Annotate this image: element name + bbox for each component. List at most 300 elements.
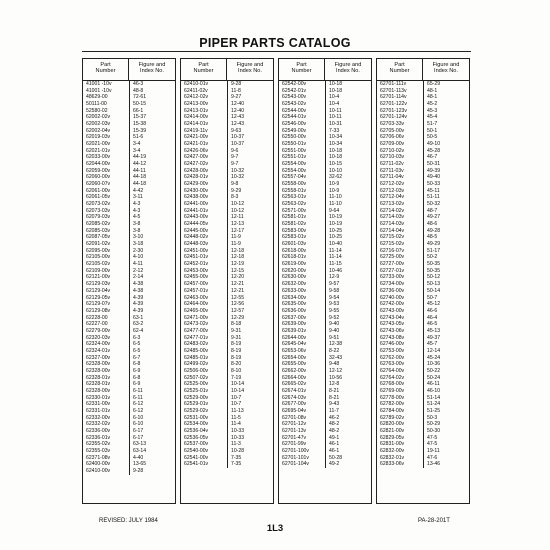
table-row <box>377 401 469 408</box>
table-row <box>83 221 175 228</box>
part-number: 62336-00v <box>86 427 111 434</box>
part-number: 62743-04v <box>380 314 405 321</box>
part-number: 62695-04v <box>282 407 307 414</box>
part-number: 62427-00v <box>184 154 209 161</box>
table-row <box>83 201 175 208</box>
part-number: 62410-01v <box>184 81 209 87</box>
figure-index: 45-12 <box>423 301 469 308</box>
part-number: 62743-05v <box>380 321 405 328</box>
figure-index: 44-11 <box>129 168 175 175</box>
table-row <box>83 435 175 442</box>
part-number: 62701-111v <box>380 81 407 87</box>
figure-index: 44-18 <box>129 181 175 188</box>
part-number: 62413-01v <box>184 107 209 114</box>
figure-index: 8-10 <box>227 368 273 375</box>
table-row <box>279 108 371 115</box>
table-row <box>181 435 273 442</box>
table-row <box>377 348 469 355</box>
table-row <box>279 101 371 108</box>
table-row <box>181 221 273 228</box>
part-number: 62710-02v <box>380 147 405 154</box>
figure-index-header: Figure and Index No. <box>138 62 166 75</box>
part-number: 62506-00v <box>184 367 209 374</box>
figure-index: 12-20 <box>227 274 273 281</box>
figure-index: 8-19 <box>227 355 273 362</box>
part-number: 62632-00v <box>282 281 307 288</box>
figure-index: 48-1 <box>423 88 469 95</box>
figure-index: 9-28 <box>227 81 273 88</box>
figure-index: 13-65 <box>129 461 175 468</box>
table-row <box>181 401 273 408</box>
figure-index: 8-19 <box>227 341 273 348</box>
figure-index: 51-24 <box>423 401 469 408</box>
parts-list <box>377 81 469 504</box>
table-row <box>377 308 469 315</box>
figure-index: 8-21 <box>325 388 371 395</box>
figure-index: 10-11 <box>325 114 371 121</box>
table-row <box>83 248 175 255</box>
part-number: 62536-05v <box>184 434 209 441</box>
part-number: 62485-00v <box>184 347 209 354</box>
figure-index: 10-19 <box>325 214 371 221</box>
figure-index: 10-34 <box>325 141 371 148</box>
part-number: 62619-00v <box>282 261 307 268</box>
part-number: 62129-05v <box>86 294 111 301</box>
figure-index: 46-6 <box>423 308 469 315</box>
table-row <box>83 361 175 368</box>
part-number: 62711-02v <box>380 161 404 168</box>
table-row <box>279 368 371 375</box>
table-row <box>181 248 273 255</box>
part-number: 62563-01v <box>282 194 307 201</box>
figure-index: 72-61 <box>129 94 175 101</box>
table-row <box>181 381 273 388</box>
figure-index: 49-29 <box>423 241 469 248</box>
figure-index: 6-7 <box>129 355 175 362</box>
table-row <box>83 128 175 135</box>
parts-column-1 <box>82 58 176 504</box>
table-row <box>279 121 371 128</box>
part-number: 62753-00v <box>380 347 405 354</box>
figure-index: 50-24 <box>423 375 469 382</box>
table-row <box>181 388 273 395</box>
part-number: 62554-00v <box>282 167 307 174</box>
part-number: 62471-00v <box>184 314 209 321</box>
table-row <box>181 114 273 121</box>
table-row <box>83 168 175 175</box>
part-number: 62711-04v <box>380 174 404 181</box>
figure-index: 9-58 <box>325 288 371 295</box>
figure-index: 62-4 <box>129 328 175 335</box>
table-row <box>181 335 273 342</box>
figure-index: 10-18 <box>325 154 371 161</box>
table-row <box>377 395 469 402</box>
part-number: 62109-00v <box>86 267 111 274</box>
figure-index: 2-14 <box>129 274 175 281</box>
table-row <box>83 108 175 115</box>
figure-index: 10-25 <box>325 228 371 235</box>
figure-index: 49-37 <box>423 335 469 342</box>
table-row <box>83 415 175 422</box>
figure-index: 10-9 <box>325 188 371 195</box>
part-number: 62782-00v <box>380 401 405 408</box>
part-number: 62400-00v <box>86 461 111 468</box>
table-row <box>377 448 469 455</box>
figure-index: 50-12 <box>423 274 469 281</box>
figure-index: 12-18 <box>227 254 273 261</box>
part-number: 62677-00v <box>282 401 307 408</box>
table-row <box>83 281 175 288</box>
part-number: 62639-01v <box>282 327 307 334</box>
table-row <box>377 328 469 335</box>
part-number: 62411-02v <box>184 87 208 94</box>
figure-index: 15-37 <box>129 114 175 121</box>
figure-index: 50-32 <box>423 201 469 208</box>
table-row <box>377 361 469 368</box>
part-number: 62764-02v <box>380 374 405 381</box>
part-number: 62426-06v <box>184 147 209 154</box>
part-number: 62105-00v <box>86 254 111 261</box>
table-row <box>181 108 273 115</box>
part-number: 62715-02v <box>380 241 405 248</box>
figure-index: 44-18 <box>129 174 175 181</box>
part-number: 62550-01v <box>282 141 307 148</box>
figure-index: 10-25 <box>325 234 371 241</box>
figure-index: 10-18 <box>325 148 371 155</box>
table-row <box>279 361 371 368</box>
part-number: 62736-00v <box>380 287 405 294</box>
part-number: 62227-00 <box>86 321 108 328</box>
figure-index: 10-18 <box>325 81 371 88</box>
figure-index: 8-19 <box>227 348 273 355</box>
table-row <box>377 134 469 141</box>
table-row <box>181 461 273 468</box>
table-row <box>279 375 371 382</box>
table-row <box>377 381 469 388</box>
part-number: 62832-00v <box>380 447 405 454</box>
figure-index: 45-4 <box>423 114 469 121</box>
table-row <box>83 288 175 295</box>
table-row <box>181 361 273 368</box>
table-row <box>181 375 273 382</box>
figure-index: 12-38 <box>325 341 371 348</box>
part-number: 62558-01v <box>282 187 307 194</box>
table-row <box>181 441 273 448</box>
table-row <box>279 161 371 168</box>
table-row <box>83 455 175 462</box>
figure-index: 45-3 <box>423 108 469 115</box>
part-number: 62733-00v <box>380 274 405 281</box>
part-number: 62061-00v <box>86 187 111 194</box>
figure-index: 32-43 <box>325 355 371 362</box>
part-number: 62464-00v <box>184 301 209 308</box>
figure-index: 8-18 <box>227 321 273 328</box>
figure-index: 48-2 <box>325 428 371 435</box>
part-number: 62701-99v <box>282 441 307 448</box>
figure-index: 46-2 <box>325 415 371 422</box>
column-header <box>279 59 371 81</box>
table-row <box>181 315 273 322</box>
part-number: 62473-02v <box>184 321 209 328</box>
figure-index: 51-11 <box>423 194 469 201</box>
part-number: 62332-02v <box>86 421 111 428</box>
table-row <box>377 301 469 308</box>
part-number: 62320-03v <box>86 334 111 341</box>
table-row <box>83 295 175 302</box>
figure-index: 45-13 <box>423 328 469 335</box>
part-number: 62664-00v <box>282 374 307 381</box>
table-row <box>181 301 273 308</box>
figure-index: 10-18 <box>325 88 371 95</box>
table-row <box>279 148 371 155</box>
part-number: 62430-00v <box>184 187 209 194</box>
figure-index: 10-19 <box>325 221 371 228</box>
figure-index: 12-56 <box>227 301 273 308</box>
figure-index: 3-4 <box>129 141 175 148</box>
part-number: 62443-00v <box>184 214 209 221</box>
figure-index: 6-8 <box>129 375 175 382</box>
figure-index: 45-2 <box>423 101 469 108</box>
table-row <box>279 328 371 335</box>
part-number: 62421-00v <box>184 134 209 141</box>
figure-index: 3-18 <box>129 241 175 248</box>
table-row <box>181 81 273 88</box>
table-row <box>279 188 371 195</box>
figure-index: 12-8 <box>325 381 371 388</box>
column-header <box>83 59 175 81</box>
figure-index: 9-64 <box>325 208 371 215</box>
table-row <box>83 114 175 121</box>
table-row <box>279 288 371 295</box>
table-row <box>279 401 371 408</box>
figure-index: 50-1 <box>423 128 469 135</box>
table-row <box>279 335 371 342</box>
table-row <box>279 194 371 201</box>
figure-index: 51-14 <box>423 395 469 402</box>
table-row <box>377 141 469 148</box>
figure-index: 11-13 <box>227 408 273 415</box>
table-row <box>279 228 371 235</box>
table-row <box>279 315 371 322</box>
part-number: 62701-124v <box>380 114 407 121</box>
part-number: 62551-00v <box>282 147 307 154</box>
table-row <box>279 295 371 302</box>
part-number: 62073-03v <box>86 207 111 214</box>
table-row <box>377 335 469 342</box>
part-number: 62021-01v <box>86 147 111 154</box>
table-row <box>181 254 273 261</box>
figure-index: 50-22 <box>423 368 469 375</box>
figure-index: 11-15 <box>325 261 371 268</box>
part-number: 62419-11v <box>184 127 208 134</box>
table-row <box>377 281 469 288</box>
table-row <box>181 228 273 235</box>
figure-index: 45-11 <box>423 188 469 195</box>
part-number: 62712-03v <box>380 187 405 194</box>
figure-index: 10-12 <box>227 201 273 208</box>
table-row <box>83 461 175 468</box>
figure-index: 11-9 <box>227 241 273 248</box>
part-number: 62129-07v <box>86 301 111 308</box>
table-row <box>279 435 371 442</box>
table-row <box>181 134 273 141</box>
table-row <box>83 228 175 235</box>
table-row <box>83 241 175 248</box>
part-number: 62727-01v <box>380 267 405 274</box>
table-row <box>279 355 371 362</box>
figure-index: 46-1 <box>325 441 371 448</box>
part-number: 52580-02 <box>86 107 108 114</box>
figure-index: 13-46 <box>423 461 469 468</box>
part-number: 62279-00v <box>86 327 111 334</box>
table-row <box>279 268 371 275</box>
table-row <box>377 241 469 248</box>
part-number: 62525-00v <box>184 381 209 388</box>
table-row <box>83 101 175 108</box>
part-number: 62583-00v <box>282 227 307 234</box>
catalog-code: PA-28-201T <box>418 518 450 524</box>
part-number: 62784-00v <box>380 407 405 414</box>
figure-index: 9-27 <box>227 94 273 101</box>
table-row <box>83 448 175 455</box>
table-row <box>181 408 273 415</box>
part-number: 62413-00v <box>184 101 209 108</box>
figure-index: 15-39 <box>129 128 175 135</box>
part-number: 62355-03v <box>86 447 111 454</box>
table-row <box>83 388 175 395</box>
part-number: 62324-01v <box>86 347 111 354</box>
figure-index: 12-11 <box>227 214 273 221</box>
figure-index: 12-21 <box>227 281 273 288</box>
figure-index: 50-29 <box>423 421 469 428</box>
figure-index: 9-28 <box>129 468 175 475</box>
figure-index: 6-9 <box>129 368 175 375</box>
figure-index: 11-5 <box>227 415 273 422</box>
figure-index: 45-7 <box>423 341 469 348</box>
part-number: 62019-03v <box>86 134 111 141</box>
figure-index: 9-40 <box>325 328 371 335</box>
table-row <box>279 141 371 148</box>
figure-index: 6-17 <box>129 435 175 442</box>
parts-column-3 <box>278 58 372 504</box>
table-row <box>181 348 273 355</box>
part-number: 62477-00v <box>184 327 209 334</box>
table-row <box>377 161 469 168</box>
table-row <box>181 161 273 168</box>
part-number: 62444-05v <box>184 221 209 228</box>
part-number: 41001 -10v <box>86 87 112 94</box>
part-number: 62543-00v <box>282 94 307 101</box>
figure-index: 50-7 <box>423 295 469 302</box>
table-row <box>279 321 371 328</box>
part-number: 62714-02v <box>380 207 405 214</box>
figure-index: 51-6 <box>129 134 175 141</box>
figure-index: 2-12 <box>129 268 175 275</box>
table-row <box>181 415 273 422</box>
part-number: 62701-12v <box>282 421 307 428</box>
table-row <box>279 455 371 462</box>
figure-index: 11-10 <box>325 201 371 208</box>
part-number: 62429-00v <box>184 181 209 188</box>
figure-index: 50-30 <box>423 428 469 435</box>
figure-index: 8-21 <box>325 395 371 402</box>
part-number: 62583-01v <box>282 234 307 241</box>
table-row <box>377 154 469 161</box>
table-row <box>181 261 273 268</box>
part-number-header: Part Number <box>83 59 129 80</box>
part-number: 62331-01v <box>86 407 111 414</box>
figure-index: 50-35 <box>423 261 469 268</box>
part-number: 62457-01v <box>184 287 209 294</box>
figure-index: 4-5 <box>129 214 175 221</box>
figure-index: 10-31 <box>325 121 371 128</box>
part-number: 62060-00v <box>86 174 111 181</box>
table-row <box>83 148 175 155</box>
figure-index: 47-6 <box>423 455 469 462</box>
figure-index-header: Figure and Index No. <box>334 62 362 75</box>
part-number: 62085-02v <box>86 221 111 228</box>
page-number: 1L3 <box>266 523 284 534</box>
figure-index: 63-1 <box>129 315 175 322</box>
figure-index-header: Figure and Index No. <box>432 62 460 75</box>
table-row <box>279 461 371 468</box>
table-row <box>377 88 469 95</box>
table-row <box>83 348 175 355</box>
table-row <box>83 214 175 221</box>
part-number: 62654-00v <box>282 354 307 361</box>
table-row <box>377 408 469 415</box>
figure-index: 6-5 <box>129 348 175 355</box>
part-number: 62033-00v <box>86 154 111 161</box>
part-number: 62630-00v <box>282 274 307 281</box>
figure-index: 15-38 <box>129 121 175 128</box>
figure-index: 10-14 <box>227 388 273 395</box>
table-row <box>377 388 469 395</box>
table-row <box>83 355 175 362</box>
figure-index: 48-6 <box>423 221 469 228</box>
figure-index: 9-31 <box>227 328 273 335</box>
part-number: 62769-00v <box>380 387 405 394</box>
part-number: 62740-00v <box>380 294 405 301</box>
table-row <box>181 128 273 135</box>
part-number: 62713-02v <box>380 201 405 208</box>
figure-index: 9-48 <box>325 361 371 368</box>
figure-index: 66-1 <box>129 108 175 115</box>
figure-index: 10-40 <box>325 241 371 248</box>
table-row <box>83 395 175 402</box>
table-row <box>83 335 175 342</box>
part-number: 62129-04v <box>86 287 111 294</box>
figure-index: 9-40 <box>325 321 371 328</box>
part-number: 62002-02v <box>86 114 111 121</box>
table-row <box>83 268 175 275</box>
part-number: 62079-03v <box>86 214 111 221</box>
part-number: 62457-00v <box>184 281 209 288</box>
part-number: 62712-04v <box>380 194 405 201</box>
table-row <box>83 174 175 181</box>
part-number: 62727-00v <box>380 261 405 268</box>
parts-list <box>279 81 371 504</box>
part-number: 62743-08v <box>380 334 405 341</box>
table-row <box>83 88 175 95</box>
part-number: 62021-00v <box>86 141 111 148</box>
table-row <box>377 368 469 375</box>
figure-index: 44-19 <box>129 154 175 161</box>
table-row <box>279 201 371 208</box>
part-number: 62529-02v <box>184 407 209 414</box>
figure-index: 9-54 <box>325 295 371 302</box>
figure-index: 9-57 <box>325 281 371 288</box>
